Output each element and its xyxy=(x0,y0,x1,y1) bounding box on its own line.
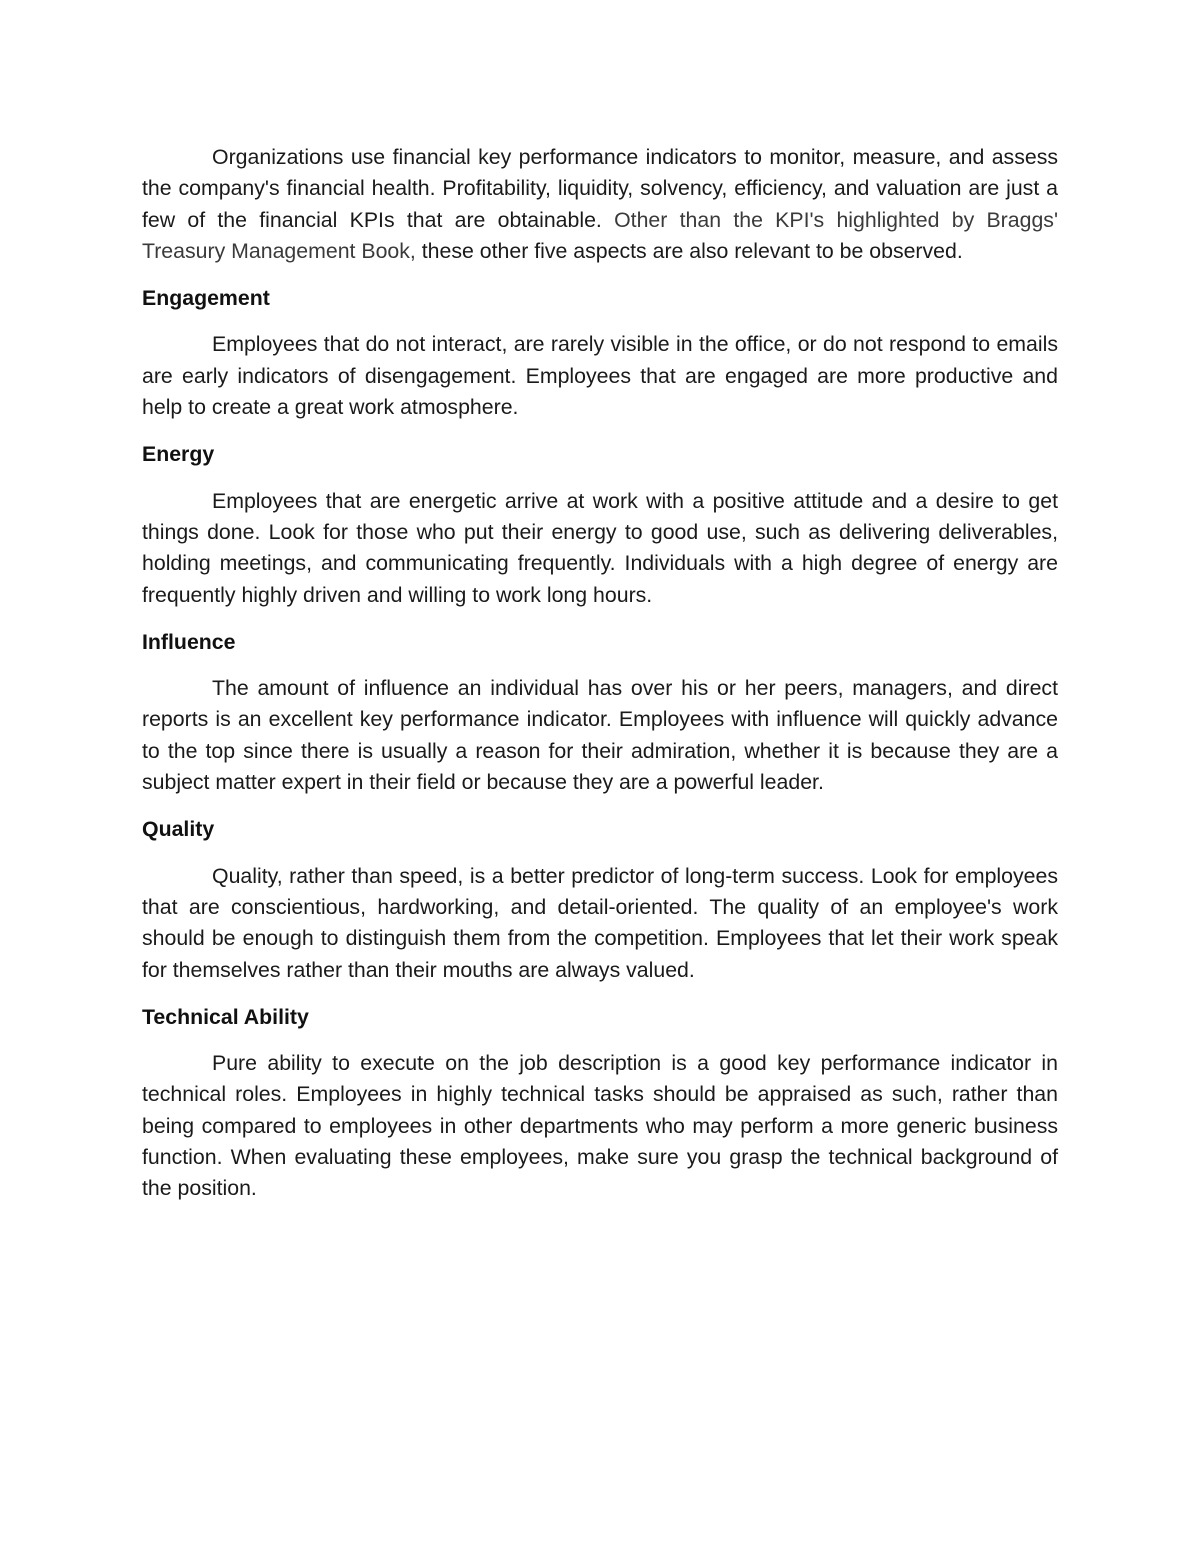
section-heading-energy: Energy xyxy=(142,442,215,467)
section-body-technical-ability: Pure ability to execute on the job description is a good key performance indicator in technical roles. Employees in highly technical tasks should be appraised as such, rather than being compared to employees in other departments who may perform a more generic business function. When evaluating these employees, make sure you grasp the technical background of the position. xyxy=(142,1051,1058,1201)
section-body-engagement: Employees that do not interact, are rarely visible in the office, or do not respond to emails are early indicators of disengagement. Employees that are engaged are more productive and help to create a great work atmosphere. xyxy=(142,332,1058,420)
section-heading-influence: Influence xyxy=(142,629,236,654)
intro-tail-text: these other five aspects are also relevant to be observed. xyxy=(415,238,963,263)
section-body-energy: Employees that are energetic arrive at work with a positive attitude and a desire to get things done. Look for those who put their energy to good use, such as delivering deliverables, holding meetings, and communicating frequently. Individuals with a high degree of energy are frequently highly driven and willing to work long hours. xyxy=(142,488,1058,607)
section-heading-quality: Quality xyxy=(142,817,215,842)
section-heading-technical-ability: Technical Ability xyxy=(142,1004,309,1029)
intro-paragraph xyxy=(142,142,1058,267)
section-body-quality: Quality, rather than speed, is a better predictor of long-term success. Look for employees that are conscientious, hardworking, and detail-oriented. The quality of an employee's work should be enough to distinguish them from the competition. Employees that let their work speak for themselves rather than their mouths are always valued. xyxy=(142,863,1058,982)
section-heading-engagement: Engagement xyxy=(142,286,270,311)
intro-highlight-text: Other than the KPI's highlighted by Braggs' Treasury Management Book, xyxy=(142,207,1059,263)
document-body xyxy=(142,142,1058,1221)
intro-text: Organizations use financial key performance indicators to monitor, measure, and assess the company's financial health. Profitability, liquidity, solvency, efficiency, and valuation are just a few of the financial KPIs that are obtainable. xyxy=(142,145,1058,232)
section-body-influence: The amount of influence an individual has over his or her peers, managers, and direct reports is an excellent key performance indicator. Employees with influence will quickly advance to the top since there is usually a reason for their admiration, whether it is because they are a subject matter expert in their field or because they are a powerful leader. xyxy=(142,676,1058,795)
